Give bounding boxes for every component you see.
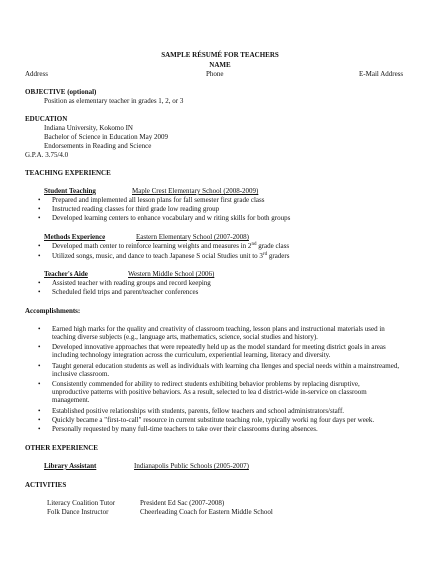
teaching-heading: TEACHING EXPERIENCE [25,169,111,177]
job-role-teachers-aide: Teacher's Aide [44,270,88,278]
list-item: • Prepared and implemented all lesson plans for fall semester first grade class [52,196,264,204]
gpa-line: G.P.A. 3.75/4.0 [25,151,69,159]
education-heading: EDUCATION [25,115,68,123]
list-item: • Developed learning centers to enhance vocabulary and w riting skills for both groups [52,214,290,222]
job-place: Eastern Elementary School (2007-2008) [136,233,249,241]
activity-left: Folk Dance Instructor [47,508,109,516]
list-item: • Assisted teacher with reading groups and record keeping [52,279,211,287]
list-item: • Personally requested by many full-time teachers to take over their classrooms during absences. [52,425,318,433]
document-title: SAMPLE RÉSUMÉ FOR TEACHERS [161,51,279,59]
education-line: Endorsements in Reading and Science [44,142,152,150]
phone-label: Phone [206,70,224,78]
list-item [52,242,289,252]
activity-right: Cheerleading Coach for Eastern Middle School [140,508,273,516]
activity-right: President Ed Sac (2007-2008) [140,499,225,507]
name-heading: NAME [209,61,231,69]
bullet-tail: graders [268,252,290,260]
job-place: Western Middle School (2006) [128,270,215,278]
objective-text: Position as elementary teacher in grades 1, 2, or 3 [44,97,184,105]
education-line: Bachelor of Science in Education May 2009 [44,133,169,141]
email-label: E-Mail Address [359,70,404,78]
bullet-tail: grade class [258,242,290,250]
bullet-text: Developed math center to reinforce learning weights and measures in 2 [52,242,252,250]
list-item: • Instructed reading classes for third grade low reading group [52,205,219,213]
list-item: • Earned high marks for the quality and creativity of classroom teaching, lesson plans and instructional materials used in teaching diverse subjects (e.g., language arts, mathematics, science, social studies and history). [52,325,410,341]
list-item: • Taught general education students as well as individuals with learning cha llenges and special needs within a mainstreamed, inclusive classroom. [52,362,402,378]
education-line: Indiana University, Kokomo IN [44,124,133,132]
list-item: • Established positive relationships with students, parents, fellow teachers and school administrators/staff. [52,407,344,415]
list-item: • Consistently commended for ability to redirect students exhibiting behavior problems by replacing disruptive, unproductive patterns with positive behaviors. As a result, selected to lea d district-wide in-service on classroom management. [52,380,397,404]
job-place: Indianapolis Public Schools (2005-2007) [134,462,249,470]
list-item: • Quickly became a "first-to-call" resource in current substitute teaching role, typically worki ng four days per week. [52,416,374,424]
accomplishments-heading: Accomplishments: [25,307,81,315]
list-item: • Developed innovative approaches that were repeatedly held up as the model standard for meeting district goals in areas including technology integration across the curriculum, experiential learning, literacy and diversity. [52,343,410,359]
activity-left: Literacy Coalition Tutor [47,499,116,507]
other-experience-heading: OTHER EXPERIENCE [25,444,98,452]
list-item: • Scheduled field trips and parent/teacher conferences [52,288,198,296]
list-item [52,252,289,262]
activities-heading: ACTIVITIES [25,481,67,489]
job-role-library-assistant: Library Assistant [44,462,97,470]
bullet-text: Utilized songs, music, and dance to teach Japanese S ocial Studies unit to 3 [52,252,263,260]
job-place: Maple Crest Elementary School (2008-2009) [132,187,259,195]
address-label: Address [25,70,48,78]
ordinal-suffix: nd [251,242,257,247]
job-role-methods-experience: Methods Experience [44,233,106,241]
job-role-student-teaching: Student Teaching [44,187,96,195]
ordinal-suffix: rd [262,252,268,257]
objective-heading: OBJECTIVE (optional) [25,88,97,96]
